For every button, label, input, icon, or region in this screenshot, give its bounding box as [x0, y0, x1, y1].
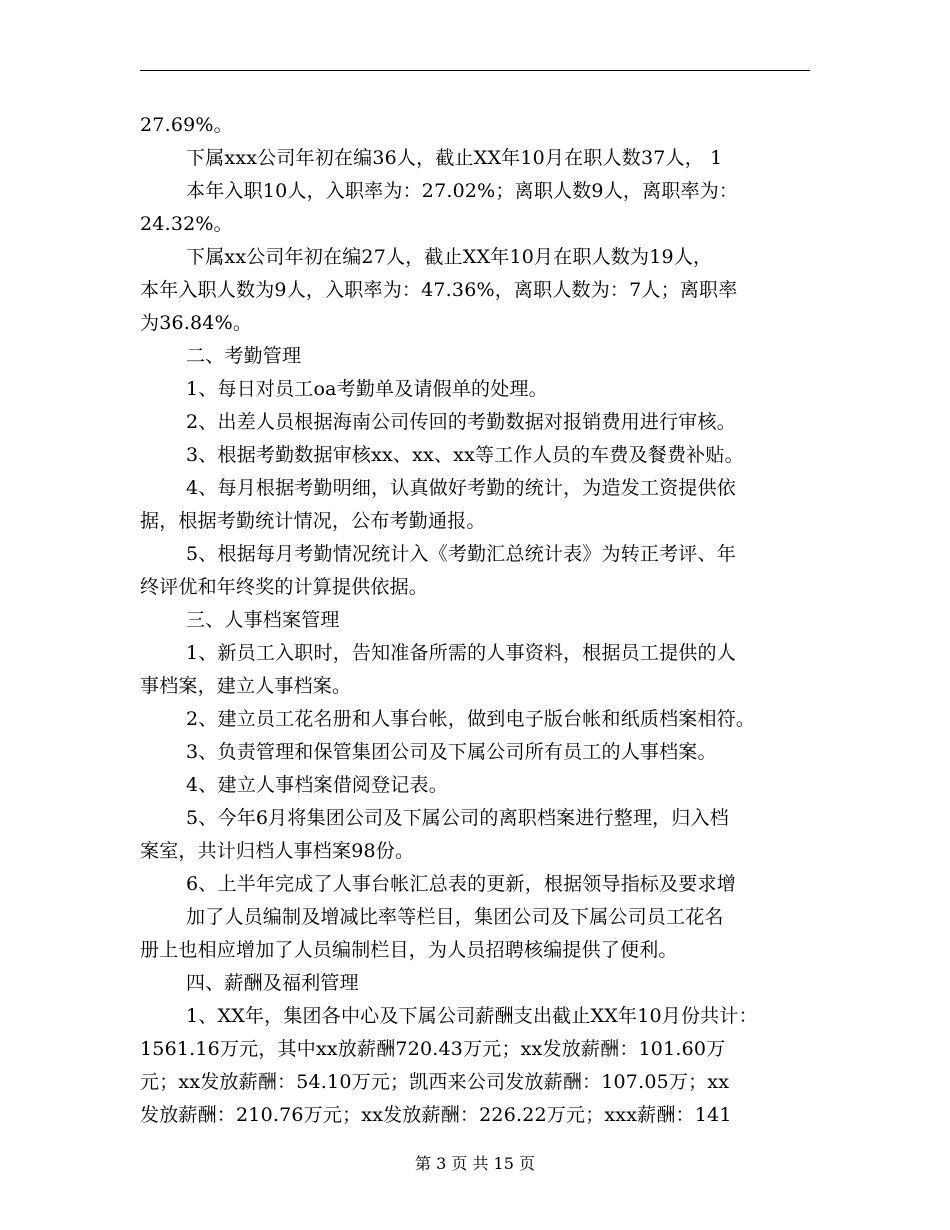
text-line: 本年入职人数为9人，入职率为：47.36%，离职人数为：7人；离职率 — [140, 279, 738, 301]
text-line: 24.32%。 — [140, 213, 233, 235]
text-line: 4、每月根据考勤明细，认真做好考勤的统计，为造发工资提供依 — [186, 477, 736, 499]
text-line: 下属xxx公司年初在编36人，截止XX年10月在职人数37人， 1 — [186, 147, 723, 169]
text-line: 元；xx发放薪酬：54.10万元；凯西来公司发放薪酬：107.05万；xx — [140, 1071, 730, 1093]
text-line: 2、出差人员根据海南公司传回的考勤数据对报销费用进行审核。 — [186, 411, 736, 433]
text-line: 27.69%。 — [140, 114, 233, 136]
text-line: 终评优和年终奖的计算提供依据。 — [140, 576, 429, 598]
page-number: 第 3 页 共 15 页 — [415, 1154, 535, 1173]
text-line: 1561.16万元，其中xx放薪酬720.43万元；xx发放薪酬：101.60万 — [140, 1038, 726, 1060]
text-line: 5、根据每月考勤情况统计入《考勤汇总统计表》为转正考评、年 — [186, 543, 736, 565]
text-line: 加了人员编制及增减比率等栏目，集团公司及下属公司员工花名 — [186, 906, 724, 928]
header-rule — [140, 70, 810, 71]
text-line: 6、上半年完成了人事台帐汇总表的更新，根据领导指标及要求增 — [186, 873, 736, 895]
text-line: 为36.84%。 — [140, 312, 253, 334]
text-line: 本年入职10人，入职率为：27.02%；离职人数9人，离职率为： — [186, 180, 739, 202]
section-heading: 二、考勤管理 — [186, 345, 302, 367]
text-line: 1、每日对员工oa考勤单及请假单的处理。 — [186, 378, 548, 400]
text-line: 发放薪酬：210.76万元；xx发放薪酬：226.22万元；xxx薪酬：141 — [140, 1104, 732, 1126]
text-line: 5、今年6月将集团公司及下属公司的离职档案进行整理，归入档 — [186, 807, 729, 829]
text-line: 2、建立员工花名册和人事台帐，做到电子版台帐和纸质档案相符。 — [186, 708, 756, 730]
text-line: 据，根据考勤统计情况，公布考勤通报。 — [140, 510, 486, 532]
text-line: 1、XX年，集团各中心及下属公司薪酬支出截止XX年10月份共计： — [186, 1005, 758, 1027]
section-heading: 三、人事档案管理 — [186, 609, 340, 631]
text-line: 下属xx公司年初在编27人，截止XX年10月在职人数为19人， — [186, 246, 713, 268]
text-line: 事档案，建立人事档案。 — [140, 675, 352, 697]
text-line: 案室，共计归档人事档案98份。 — [140, 840, 415, 862]
text-line: 3、根据考勤数据审核xx、xx、xx等工作人员的车费及餐费补贴。 — [186, 444, 744, 466]
text-line: 3、负责管理和保管集团公司及下属公司所有员工的人事档案。 — [186, 741, 717, 763]
section-heading: 四、薪酬及福利管理 — [186, 972, 359, 994]
text-line: 册上也相应增加了人员编制栏目，为人员招聘核编提供了便利。 — [140, 939, 678, 961]
text-line: 1、新员工入职时，告知准备所需的人事资料，根据员工提供的人 — [186, 642, 736, 664]
text-line: 4、建立人事档案借阅登记表。 — [186, 774, 448, 796]
